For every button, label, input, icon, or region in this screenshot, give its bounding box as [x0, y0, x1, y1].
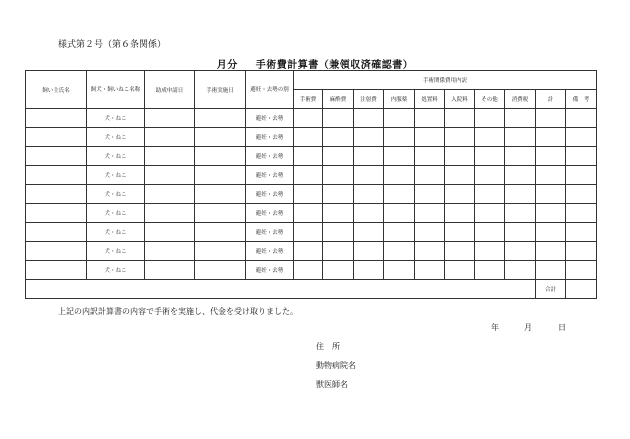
amount-cell[interactable]: [323, 147, 354, 166]
species-label: 犬・ねこ: [104, 230, 127, 236]
amount-cell[interactable]: [445, 166, 475, 185]
surgery-type-cell: 避妊・去勢: [246, 185, 294, 204]
amount-cell[interactable]: [505, 166, 536, 185]
species-label: 犬・ねこ: [104, 249, 127, 255]
date-month-label: 月: [524, 323, 532, 332]
pet-name-cell[interactable]: [87, 185, 145, 204]
header-subtotal: 計: [536, 90, 566, 109]
amount-cell[interactable]: [384, 109, 415, 128]
surgery-date-cell[interactable]: [195, 109, 246, 128]
amount-cell[interactable]: [415, 242, 445, 261]
amount-cell[interactable]: [505, 223, 536, 242]
table-body: [26, 109, 597, 280]
pet-name-cell[interactable]: [87, 109, 145, 128]
amount-cell[interactable]: [384, 223, 415, 242]
amount-cell[interactable]: [566, 204, 597, 223]
document-title: [0, 56, 630, 71]
amount-cell[interactable]: [354, 204, 384, 223]
pet-name-cell[interactable]: [87, 147, 145, 166]
owner-name-cell[interactable]: [26, 128, 87, 147]
amount-cell[interactable]: [323, 185, 354, 204]
clinic-name-label: 動物病院名: [316, 361, 356, 370]
amount-cell[interactable]: [566, 261, 597, 280]
amount-cell[interactable]: [536, 242, 566, 261]
amount-cell[interactable]: [536, 147, 566, 166]
amount-cell[interactable]: [566, 166, 597, 185]
surgery-type-cell: 避妊・去勢: [246, 223, 294, 242]
total-label: 合計: [536, 280, 566, 299]
pet-name-cell[interactable]: [87, 204, 145, 223]
surgery-type-cell: 避妊・去勢: [246, 204, 294, 223]
date-year-label: 年: [491, 323, 499, 332]
amount-cell[interactable]: [294, 223, 323, 242]
pet-name-cell[interactable]: [87, 242, 145, 261]
amount-cell[interactable]: [475, 261, 505, 280]
amount-cell[interactable]: [445, 223, 475, 242]
species-label: 犬・ねこ: [104, 116, 127, 122]
amount-cell[interactable]: [505, 242, 536, 261]
amount-cell[interactable]: [384, 185, 415, 204]
surgery-date-cell[interactable]: [195, 204, 246, 223]
species-label: 犬・ねこ: [104, 211, 127, 217]
owner-name-cell[interactable]: [26, 242, 87, 261]
header-application-date: 助成申請日: [145, 71, 195, 109]
amount-cell[interactable]: [566, 128, 597, 147]
amount-cell[interactable]: [566, 109, 597, 128]
address-label: 住 所: [316, 342, 340, 351]
amount-cell[interactable]: [475, 166, 505, 185]
amount-cell[interactable]: [445, 185, 475, 204]
amount-cell[interactable]: [566, 223, 597, 242]
amount-cell[interactable]: [384, 147, 415, 166]
form-id: 様式第２号（第６条関係）: [58, 40, 167, 50]
amount-cell[interactable]: [536, 204, 566, 223]
amount-cell[interactable]: [536, 166, 566, 185]
amount-cell[interactable]: [415, 147, 445, 166]
total-row: [26, 280, 597, 299]
amount-cell[interactable]: [384, 204, 415, 223]
amount-cell[interactable]: [445, 261, 475, 280]
amount-cell[interactable]: [294, 261, 323, 280]
amount-cell[interactable]: [505, 109, 536, 128]
total-amount-cell[interactable]: [566, 280, 597, 299]
amount-cell[interactable]: [384, 261, 415, 280]
amount-cell[interactable]: [475, 109, 505, 128]
amount-cell[interactable]: [323, 204, 354, 223]
amount-cell[interactable]: [384, 242, 415, 261]
owner-name-cell[interactable]: [26, 185, 87, 204]
amount-cell[interactable]: [294, 147, 323, 166]
amount-cell[interactable]: [354, 261, 384, 280]
amount-cell[interactable]: [536, 261, 566, 280]
amount-cell[interactable]: [445, 128, 475, 147]
amount-cell[interactable]: [323, 128, 354, 147]
receipt-note: 上記の内訳計算書の内容で手術を実施し、代金を受け取りました。: [58, 307, 298, 316]
surgery-date-cell[interactable]: [195, 242, 246, 261]
application-date-cell[interactable]: [145, 147, 195, 166]
amount-cell[interactable]: [323, 242, 354, 261]
application-date-cell[interactable]: [145, 204, 195, 223]
surgery-date-cell[interactable]: [195, 128, 246, 147]
amount-cell[interactable]: [354, 147, 384, 166]
amount-cell[interactable]: [415, 109, 445, 128]
surgery-type-cell: 避妊・去勢: [246, 147, 294, 166]
amount-cell[interactable]: [536, 223, 566, 242]
amount-cell[interactable]: [415, 223, 445, 242]
expense-table: [25, 70, 597, 299]
surgery-date-cell[interactable]: [195, 166, 246, 185]
amount-cell[interactable]: [323, 223, 354, 242]
amount-cell[interactable]: [294, 109, 323, 128]
amount-cell[interactable]: [475, 242, 505, 261]
table-row: [26, 223, 597, 242]
surgery-date-cell[interactable]: [195, 185, 246, 204]
amount-cell[interactable]: [354, 223, 384, 242]
table-row: [26, 166, 597, 185]
header-treatment-fee: 処置料: [415, 90, 445, 109]
table-row: [26, 261, 597, 280]
owner-name-cell[interactable]: [26, 204, 87, 223]
table-row: [26, 185, 597, 204]
application-date-cell[interactable]: [145, 109, 195, 128]
species-label: 犬・ねこ: [104, 135, 127, 141]
amount-cell[interactable]: [475, 128, 505, 147]
table-row: [26, 204, 597, 223]
amount-cell[interactable]: [445, 204, 475, 223]
application-date-cell[interactable]: [145, 128, 195, 147]
amount-cell[interactable]: [475, 204, 505, 223]
header-oral-medicine: 内服薬: [384, 90, 415, 109]
header-anesthesia-fee: 麻酔費: [323, 90, 354, 109]
amount-cell[interactable]: [384, 128, 415, 147]
vet-name-label: 獣医師名: [316, 380, 348, 389]
amount-cell[interactable]: [475, 147, 505, 166]
species-label: 犬・ねこ: [104, 173, 127, 179]
amount-cell[interactable]: [505, 147, 536, 166]
header-row-top: [26, 71, 597, 90]
header-surgery-date: 手術実施日: [195, 71, 246, 109]
amount-cell[interactable]: [566, 242, 597, 261]
surgery-date-cell[interactable]: [195, 261, 246, 280]
pet-name-cell[interactable]: [87, 223, 145, 242]
pet-name-cell[interactable]: [87, 128, 145, 147]
owner-name-cell[interactable]: [26, 166, 87, 185]
date-day-label: 日: [558, 323, 566, 332]
amount-cell[interactable]: [415, 166, 445, 185]
amount-cell[interactable]: [445, 242, 475, 261]
amount-cell[interactable]: [323, 166, 354, 185]
amount-cell[interactable]: [505, 128, 536, 147]
amount-cell[interactable]: [566, 147, 597, 166]
species-label: 犬・ねこ: [104, 268, 127, 274]
total-spacer: [26, 280, 536, 299]
surgery-date-cell[interactable]: [195, 223, 246, 242]
amount-cell[interactable]: [384, 166, 415, 185]
surgery-type-cell: 避妊・去勢: [246, 109, 294, 128]
amount-cell[interactable]: [294, 166, 323, 185]
amount-cell[interactable]: [354, 128, 384, 147]
surgery-type-cell: 避妊・去勢: [246, 242, 294, 261]
amount-cell[interactable]: [354, 185, 384, 204]
amount-cell[interactable]: [415, 261, 445, 280]
amount-cell[interactable]: [354, 242, 384, 261]
table-row: [26, 109, 597, 128]
surgery-type-cell: 避妊・去勢: [246, 128, 294, 147]
amount-cell[interactable]: [445, 147, 475, 166]
surgery-type-cell: 避妊・去勢: [246, 166, 294, 185]
amount-cell[interactable]: [415, 128, 445, 147]
amount-cell[interactable]: [505, 204, 536, 223]
surgery-type-cell: 避妊・去勢: [246, 261, 294, 280]
header-surgery-fee: 手術費: [294, 90, 323, 109]
amount-cell[interactable]: [566, 185, 597, 204]
amount-cell[interactable]: [536, 185, 566, 204]
table-row: [26, 147, 597, 166]
pet-name-cell[interactable]: [87, 261, 145, 280]
amount-cell[interactable]: [536, 128, 566, 147]
amount-cell[interactable]: [294, 204, 323, 223]
owner-name-cell[interactable]: [26, 261, 87, 280]
application-date-cell[interactable]: [145, 223, 195, 242]
amount-cell[interactable]: [475, 185, 505, 204]
title-main: 手術費計算書（兼領収済確認書）: [255, 60, 414, 71]
header-breakdown-group: 手術関係費用内訳: [294, 71, 597, 90]
amount-cell[interactable]: [505, 261, 536, 280]
amount-cell[interactable]: [415, 185, 445, 204]
table-row: [26, 242, 597, 261]
application-date-cell[interactable]: [145, 166, 195, 185]
header-injection-fee: 注射費: [354, 90, 384, 109]
header-surgery-type: 避妊・去勢の別: [246, 71, 294, 109]
amount-cell[interactable]: [323, 109, 354, 128]
species-label: 犬・ねこ: [104, 192, 127, 198]
amount-cell[interactable]: [294, 185, 323, 204]
pet-name-cell[interactable]: [87, 166, 145, 185]
amount-cell[interactable]: [445, 109, 475, 128]
amount-cell[interactable]: [294, 128, 323, 147]
amount-cell[interactable]: [294, 242, 323, 261]
amount-cell[interactable]: [536, 109, 566, 128]
header-other: その他: [475, 90, 505, 109]
owner-name-cell[interactable]: [26, 223, 87, 242]
amount-cell[interactable]: [415, 204, 445, 223]
amount-cell[interactable]: [505, 185, 536, 204]
header-remarks: 備 考: [566, 90, 597, 109]
amount-cell[interactable]: [323, 261, 354, 280]
amount-cell[interactable]: [354, 166, 384, 185]
amount-cell[interactable]: [475, 223, 505, 242]
header-owner-name: 飼い主氏名: [26, 71, 87, 109]
species-label: 犬・ねこ: [104, 154, 127, 160]
amount-cell[interactable]: [354, 109, 384, 128]
header-consumption-tax: 消費税: [505, 90, 536, 109]
header-pet-name: 飼犬・飼いねこ名称: [87, 71, 145, 109]
table-row: [26, 128, 597, 147]
application-date-cell[interactable]: [145, 261, 195, 280]
owner-name-cell[interactable]: [26, 109, 87, 128]
application-date-cell[interactable]: [145, 185, 195, 204]
header-hospitalization-fee: 入院料: [445, 90, 475, 109]
application-date-cell[interactable]: [145, 242, 195, 261]
owner-name-cell[interactable]: [26, 147, 87, 166]
month-label: 月分: [216, 60, 238, 71]
surgery-date-cell[interactable]: [195, 147, 246, 166]
